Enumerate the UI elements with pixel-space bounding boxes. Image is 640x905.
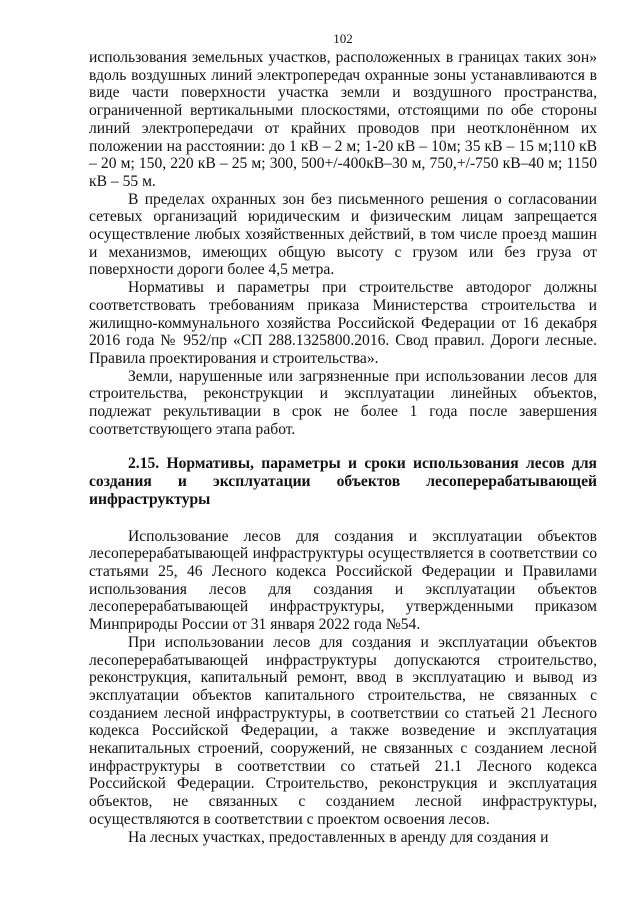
page-number: 102 [333, 31, 353, 46]
paragraph-forest-use-basis: Использование лесов для создания и эксплуатации объектов лесоперерабатывающей инфраструктуры осуществляется в соответствии со статьями 25, 46 Лесного кодекса Российской Федерации и Правилами использования лесов для создания и эксплуатации объектов лесоперерабатывающей инфраструктуры, утвержденными приказом Минприроды России от 31 января 2022 года №54. [89, 527, 597, 634]
section-heading: 2.15. Нормативы, параметры и сроки использования лесов для создания и эксплуатации объектов лесоперерабатывающей инфраструктуры [89, 455, 597, 508]
paragraph-continued: использования земельных участков, расположенных в границах таких зон» вдоль воздушных линий электропередач охранные зоны устанавливаются в виде части поверхности участка земли и воздушного пространства, ограниченной вертикальными плоскостями, отстоящими по обе стороны линий электропередачи от крайних проводов при неотклонённом их положении на расстоянии: до 1 кВ – 2 м; 1-20 кВ – 10м; 35 кВ – 15 м;110 кВ – 20 м; 150, 220 кВ – 25 м; 300, 500+/-400кВ–30 м, 750,+/-750 кВ–40 м; 1150 кВ – 55 м. [89, 49, 597, 190]
paragraph-protection-zones: В пределах охранных зон без письменного решения о согласовании сетевых организаций юридическим и физическим лицам запрещается осуществление любых хозяйственных действий, в том числе проезд машин и механизмов, имеющих общую высоту с грузом или без груза от поверхности дороги более 4,5 метра. [89, 190, 597, 279]
paragraph-recultivation: Земли, нарушенные или загрязненные при использовании лесов для строительства, реконструкции и эксплуатации линейных объектов, подлежат рекультивации в срок не более 1 года после завершения соответствующего этапа работ. [89, 367, 597, 438]
paragraph-permitted-construction: При использовании лесов для создания и эксплуатации объектов лесоперерабатывающей инфраструктуры допускаются строительство, реконструкция, капитальный ремонт, ввод в эксплуатацию и вывод из эксплуатации объектов капитального строительства, не связанных с созданием лесной инфраструктуры, в соответствии со статьей 21 Лесного кодекса Российской Федерации, а также возведение и эксплуатация некапитальных строений, сооружений, не связанных с созданием лесной инфраструктуры в соответствии со статьей 21.1 Лесного кодекса Российской Федерации. Строительство, реконструкция и эксплуатация объектов, не связанных с созданием лесной инфраструктуры, осуществляются в соответствии с проектом освоения лесов. [89, 633, 597, 828]
document-page [89, 30, 597, 846]
paragraph-leased-plots: На лесных участках, предоставленных в аренду для создания и [128, 828, 549, 846]
paragraph-road-standards: Нормативы и параметры при строительстве автодорог должны соответствовать требованиям приказа Министерства строительства и жилищно-коммунального хозяйства Российской Федерации от 16 декабря 2016 года № 952/пр «СП 288.1325800.2016. Свод правил. Дороги лесные. Правила проектирования и строительства». [89, 279, 597, 367]
